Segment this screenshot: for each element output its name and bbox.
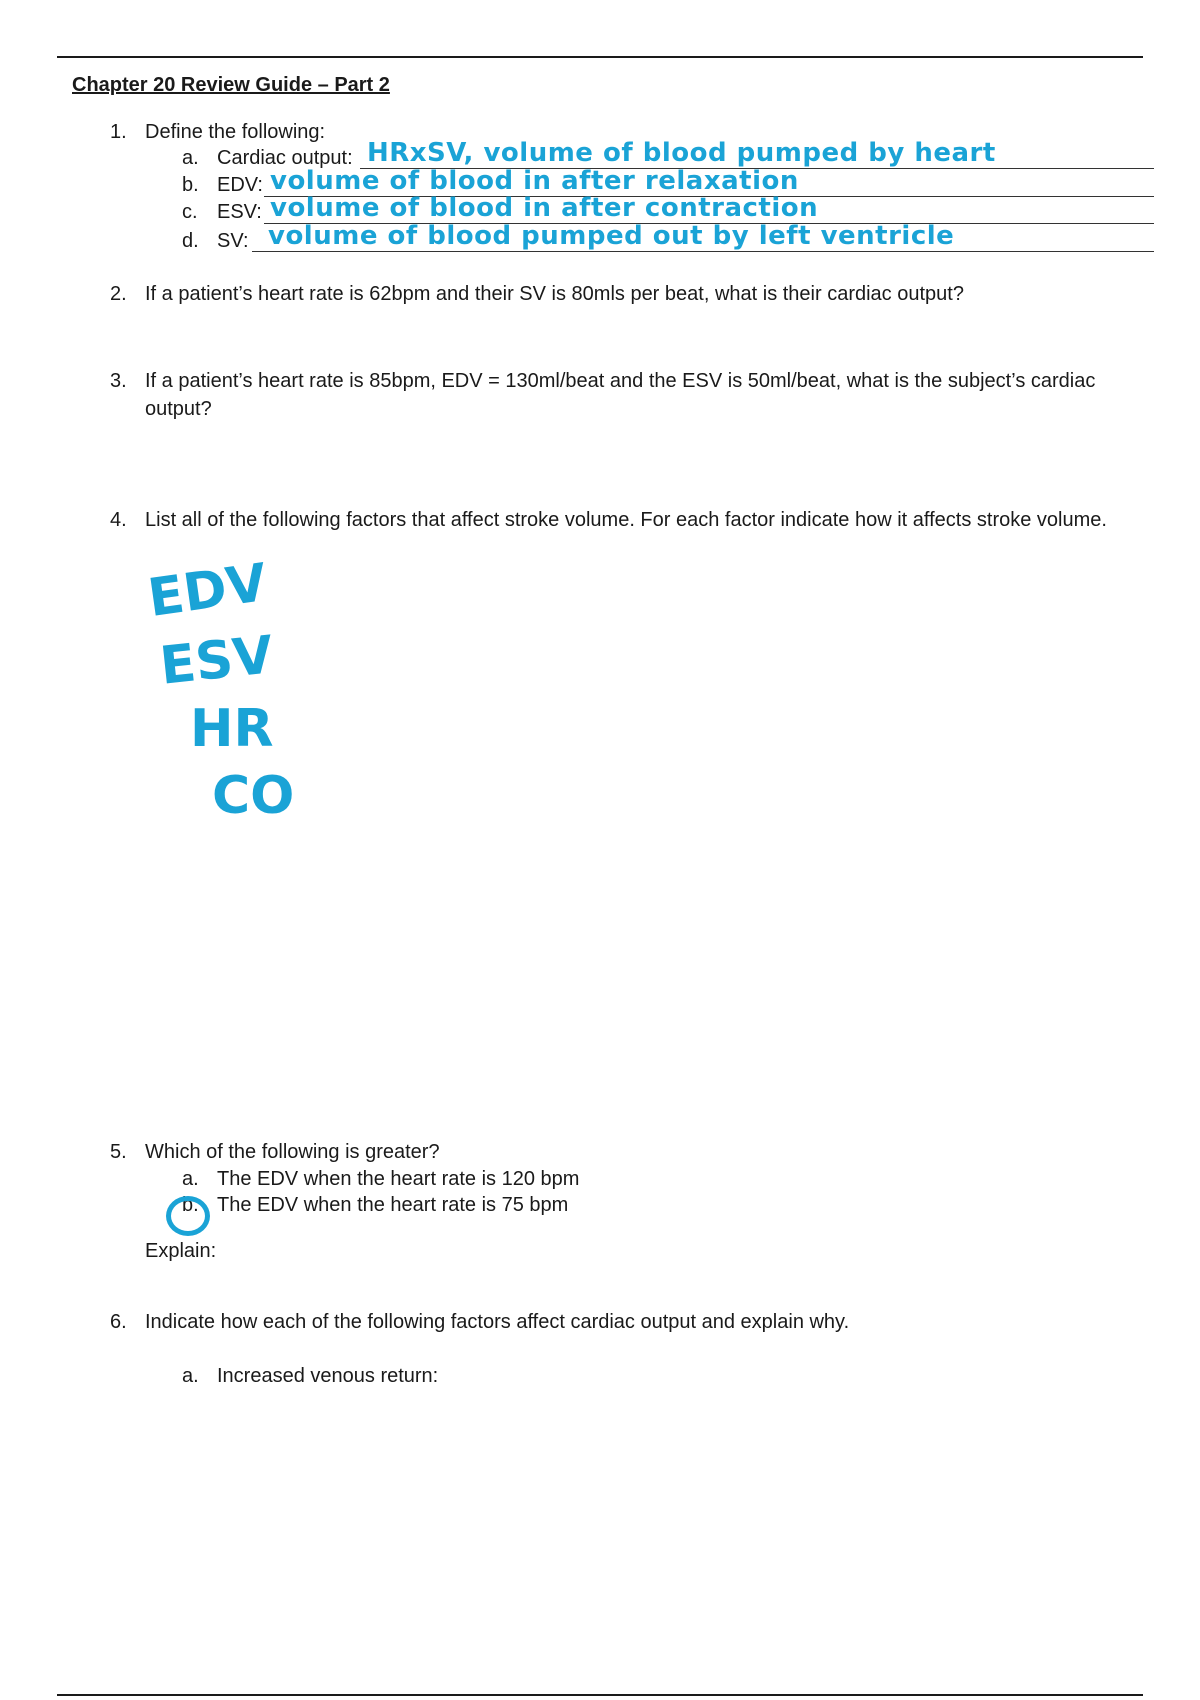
q1b-label: EDV: [217,174,263,196]
q1d-answer-line [252,251,1154,252]
q2-text: If a patient’s heart rate is 62bpm and their SV is 80mls per beat, what is their cardiac output? [145,283,964,305]
q1c-label: ESV: [217,201,262,223]
q1-number: 1. [110,121,127,143]
q3-number: 3. [110,370,127,392]
q4-handwritten-answer-esv: ESV [157,625,277,697]
q6a-text: Increased venous return: [217,1365,439,1387]
q6-number: 6. [110,1311,127,1333]
q5b-text: The EDV when the heart rate is 75 bpm [217,1194,569,1216]
q3-text-line1: If a patient’s heart rate is 85bpm, EDV = 130ml/beat and the ESV is 50ml/beat, what is the subject’s cardiac [145,370,1096,392]
q1a-handwritten-answer: HRxSV, volume of blood pumped by heart [367,138,996,168]
q5b-circled-answer-mark [166,1196,210,1236]
q5a-letter: a. [182,1168,199,1190]
top-rule [57,56,1143,58]
q5-explain-label: Explain: [145,1240,217,1262]
q5-number: 5. [110,1141,127,1163]
q4-handwritten-answer-hr: HR [190,699,274,759]
q1-text: Define the following: [145,121,326,143]
q1d-handwritten-answer: volume of blood pumped out by left ventricle [268,221,955,251]
q1a-letter: a. [182,147,199,169]
q1b-handwritten-answer: volume of blood in after relaxation [270,166,799,196]
q1a-label: Cardiac output: [217,147,353,169]
q1d-label: SV: [217,230,249,252]
q1c-letter: c. [182,201,198,223]
q3-text-line2: output? [145,398,212,420]
q5a-text: The EDV when the heart rate is 120 bpm [217,1168,580,1190]
q5-text: Which of the following is greater? [145,1141,440,1163]
q1c-handwritten-answer: volume of blood in after contraction [270,193,819,223]
q4-text: List all of the following factors that affect stroke volume. For each factor indicate how it affects stroke volume. [145,509,1107,531]
q6a-letter: a. [182,1365,199,1387]
page-title: Chapter 20 Review Guide – Part 2 [72,74,390,96]
q4-handwritten-answer-edv: EDV [144,553,271,629]
q2-number: 2. [110,283,127,305]
q4-number: 4. [110,509,127,531]
q1b-letter: b. [182,174,199,196]
q1d-letter: d. [182,230,199,252]
q5b-letter: b. [182,1194,199,1216]
bottom-rule [57,1694,1143,1696]
q4-handwritten-answer-co: CO [212,766,295,826]
q6-text: Indicate how each of the following factors affect cardiac output and explain why. [145,1311,850,1333]
